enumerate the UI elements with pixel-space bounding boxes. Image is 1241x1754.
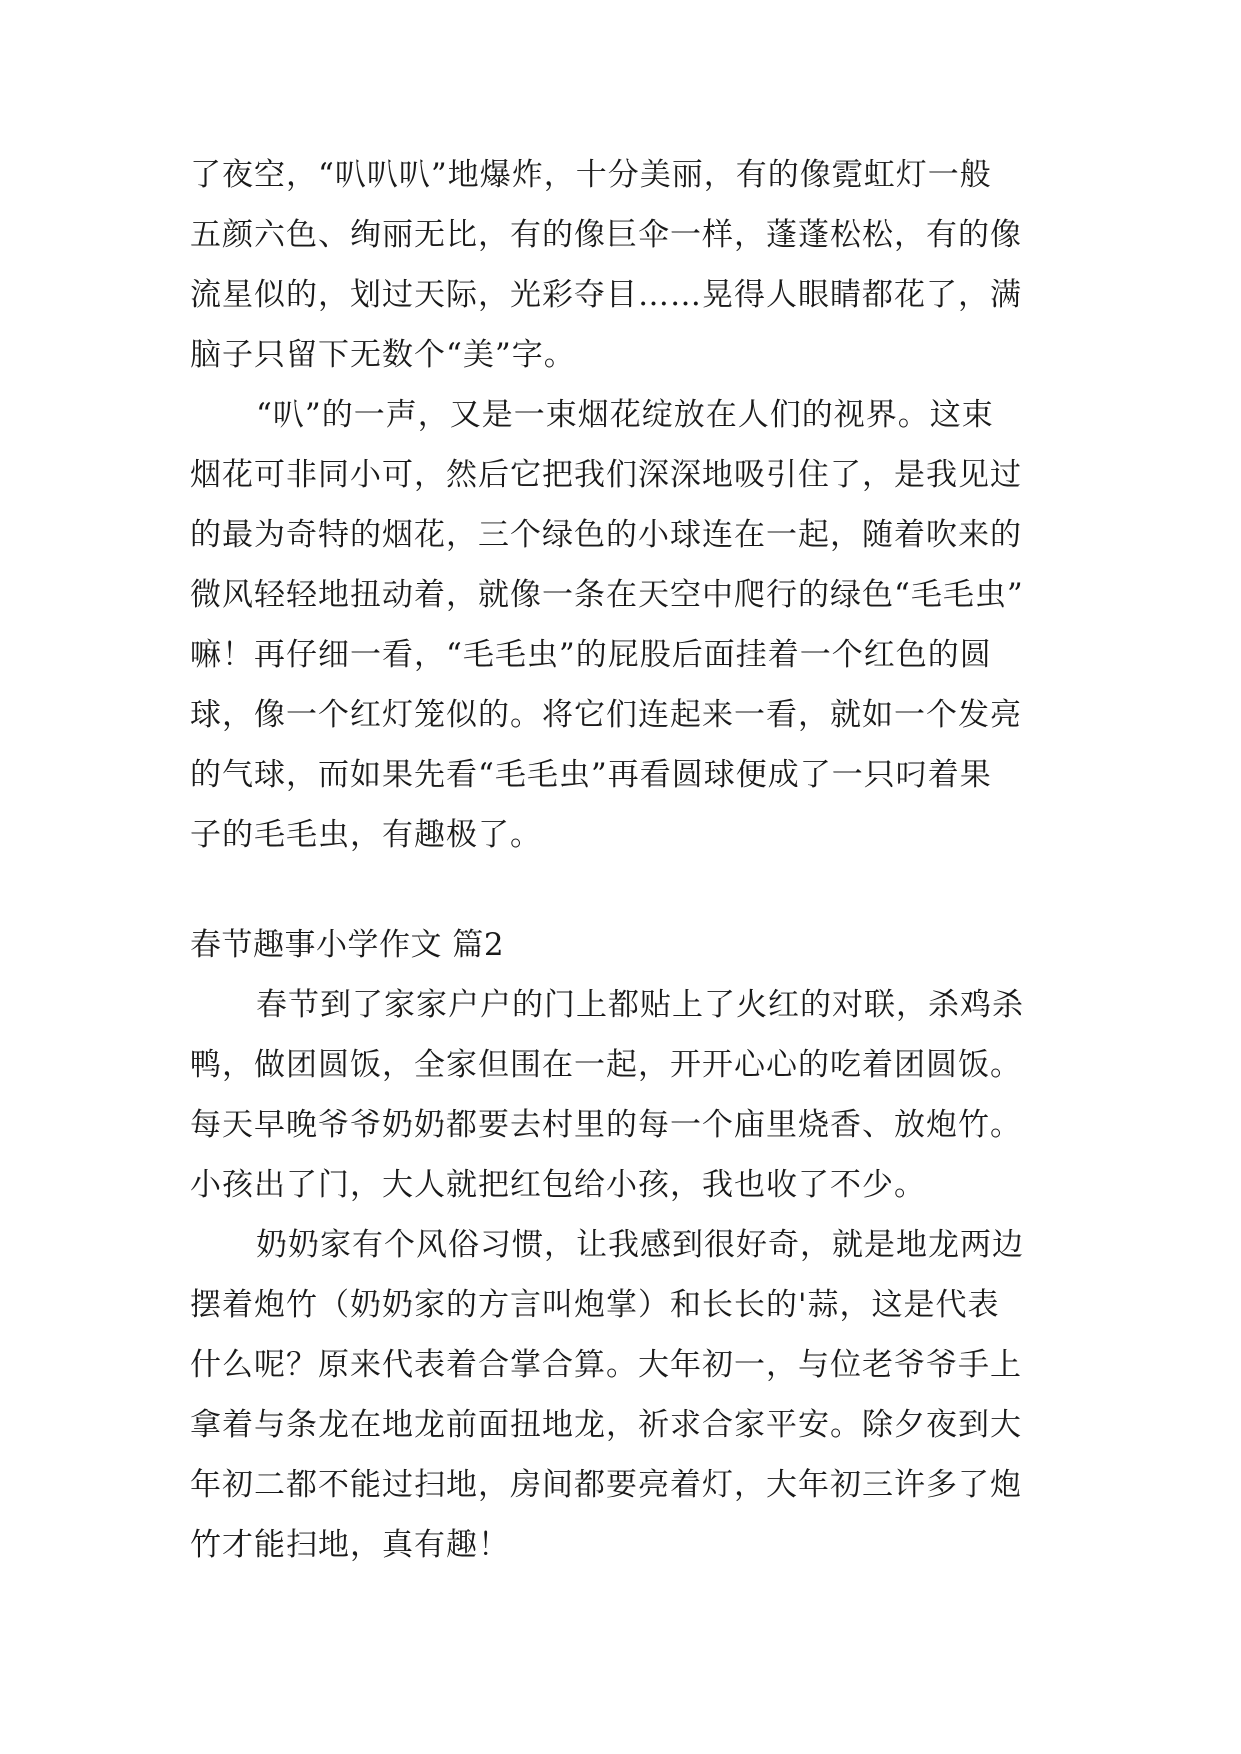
paragraph-line: 了夜空，“叭叭叭”地爆炸，十分美丽，有的像霓虹灯一般 <box>190 157 992 193</box>
paragraph-line: 微风轻轻地扭动着，就像一条在天空中爬行的绿色“毛毛虫” <box>190 577 1024 613</box>
paragraph-line: 子的毛毛虫，有趣极了。 <box>190 817 542 853</box>
paragraph-line: 烟花可非同小可，然后它把我们深深地吸引住了，是我见过 <box>190 457 1022 493</box>
paragraph-line: 的最为奇特的烟花，三个绿色的小球连在一起，随着吹来的 <box>190 517 1022 553</box>
paragraph-line: 脑子只留下无数个“美”字。 <box>190 337 576 373</box>
paragraph-line: 小孩出了门，大人就把红包给小孩，我也收了不少。 <box>190 1167 926 1203</box>
paragraph-line: 流星似的，划过天际，光彩夺目……晃得人眼睛都花了，满 <box>190 277 1022 313</box>
paragraph-line: 鸭，做团圆饭，全家但围在一起，开开心心的吃着团圆饭。 <box>190 1047 1022 1083</box>
paragraph-line: 嘛！再仔细一看，“毛毛虫”的屁股后面挂着一个红色的圆 <box>190 637 992 673</box>
paragraph-line: 球，像一个红灯笼似的。将它们连起来一看，就如一个发亮 <box>190 697 1022 733</box>
paragraph-line: 摆着炮竹（奶奶家的方言叫炮掌）和长长的'蒜，这是代表 <box>190 1287 1000 1323</box>
paragraph-line: 什么呢？原来代表着合掌合算。大年初一，与位老爷爷手上 <box>190 1347 1022 1383</box>
paragraph-line: 春节到了家家户户的门上都贴上了火红的对联，杀鸡杀 <box>256 987 1024 1023</box>
paragraph-line: 每天早晚爷爷奶奶都要去村里的每一个庙里烧香、放炮竹。 <box>190 1107 1022 1143</box>
paragraph-line: 竹才能扫地，真有趣！ <box>190 1527 510 1563</box>
paragraph-line: 年初二都不能过扫地，房间都要亮着灯，大年初三许多了炮 <box>190 1467 1022 1503</box>
paragraph-line: 五颜六色、绚丽无比，有的像巨伞一样，蓬蓬松松，有的像 <box>190 217 1022 253</box>
paragraph-line: 的气球，而如果先看“毛毛虫”再看圆球便成了一只叼着果 <box>190 757 992 793</box>
paragraph-line: 奶奶家有个风俗习惯，让我感到很好奇，就是地龙两边 <box>256 1227 1024 1263</box>
paragraph-line: 拿着与条龙在地龙前面扭地龙，祈求合家平安。除夕夜到大 <box>190 1407 1022 1443</box>
paragraph-line: “叭”的一声，又是一束烟花绽放在人们的视界。这束 <box>256 397 994 433</box>
section-heading: 春节趣事小学作文 篇2 <box>190 927 505 963</box>
